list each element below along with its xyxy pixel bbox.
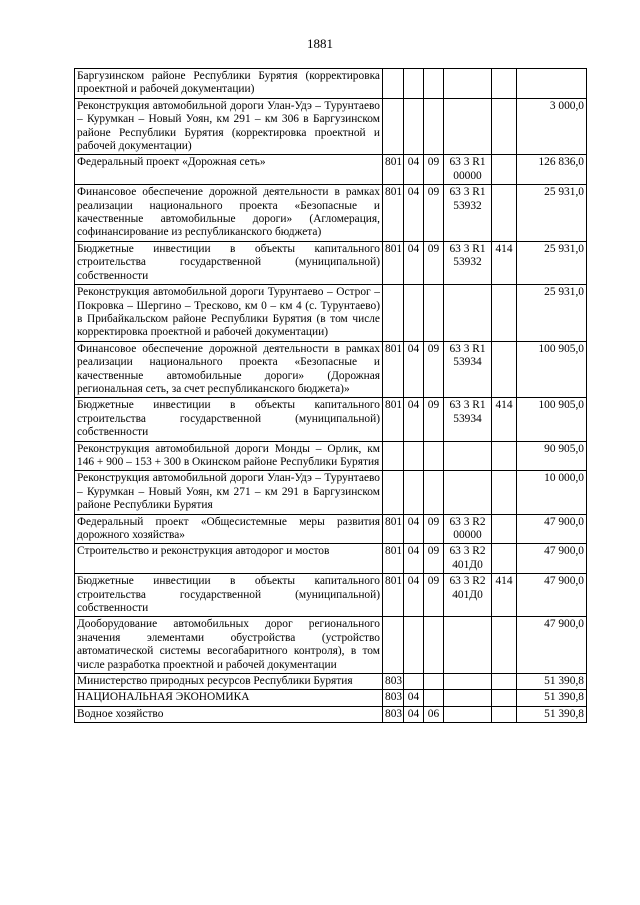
table-row bbox=[75, 185, 587, 242]
row-section bbox=[404, 471, 424, 514]
row-name: Бюджетные инвестиции в объекты капитального строительства государственной (муниципальной) собственности bbox=[75, 398, 383, 441]
row-section: 04 bbox=[404, 155, 424, 185]
table-row bbox=[75, 674, 587, 690]
row-section: 04 bbox=[404, 574, 424, 617]
row-expense-type bbox=[492, 341, 517, 398]
row-expense-type bbox=[492, 69, 517, 99]
row-expense-type: 414 bbox=[492, 241, 517, 284]
row-target-article: 63 3 R1 00000 bbox=[444, 155, 492, 185]
row-name: Финансовое обеспечение дорожной деятельности в рамках реализации национального проекта «Безопасные и качественные автомобильные дороги» (Дорожная региональная сеть, за счет республиканского бюджета)» bbox=[75, 341, 383, 398]
row-subsection: 09 bbox=[424, 185, 444, 242]
row-name: Реконструкция автомобильной дороги Турунтаево – Острог – Покровка – Шергино – Тресково, км 0 – км 4 (с. Турунтаево) в Прибайкальском районе Республики Бурятия (в том числе корректировка проектной и рабочей документации) bbox=[75, 285, 383, 342]
row-amount: 3 000,0 bbox=[517, 98, 587, 155]
row-amount: 100 905,0 bbox=[517, 341, 587, 398]
row-target-article bbox=[444, 441, 492, 471]
row-name: Бюджетные инвестиции в объекты капитального строительства государственной (муниципальной) собственности bbox=[75, 574, 383, 617]
row-section bbox=[404, 69, 424, 99]
row-expense-type bbox=[492, 690, 517, 706]
row-name: Строительство и реконструкция автодорог и мостов bbox=[75, 544, 383, 574]
row-name: Федеральный проект «Дорожная сеть» bbox=[75, 155, 383, 185]
row-code: 803 bbox=[383, 690, 404, 706]
row-name: Реконструкция автомобильной дороги Улан-Удэ – Турунтаево – Курумкан – Новый Уоян, км 271 – км 291 в Баргузинском районе Республики Бурятия bbox=[75, 471, 383, 514]
row-amount: 25 931,0 bbox=[517, 241, 587, 284]
table-row bbox=[75, 241, 587, 284]
row-subsection bbox=[424, 690, 444, 706]
row-subsection: 09 bbox=[424, 544, 444, 574]
row-amount: 25 931,0 bbox=[517, 185, 587, 242]
row-target-article bbox=[444, 285, 492, 342]
row-section: 04 bbox=[404, 514, 424, 544]
row-amount: 25 931,0 bbox=[517, 285, 587, 342]
row-name: Финансовое обеспечение дорожной деятельности в рамках реализации национального проекта «Безопасные и качественные автомобильные дороги» (Агломерация, софинансирование из республиканского бюджета) bbox=[75, 185, 383, 242]
table-row bbox=[75, 398, 587, 441]
table-row bbox=[75, 544, 587, 574]
row-subsection bbox=[424, 285, 444, 342]
row-subsection bbox=[424, 674, 444, 690]
row-subsection: 09 bbox=[424, 574, 444, 617]
row-expense-type bbox=[492, 155, 517, 185]
row-name: Баргузинском районе Республики Бурятия (корректировка проектной и рабочей документации) bbox=[75, 69, 383, 99]
row-target-article bbox=[444, 617, 492, 674]
row-target-article: 63 3 R1 53934 bbox=[444, 398, 492, 441]
table-row bbox=[75, 514, 587, 544]
row-expense-type bbox=[492, 674, 517, 690]
row-code: 801 bbox=[383, 574, 404, 617]
row-expense-type: 414 bbox=[492, 398, 517, 441]
page-number: 1881 bbox=[307, 36, 333, 51]
row-section: 04 bbox=[404, 544, 424, 574]
row-expense-type bbox=[492, 617, 517, 674]
row-subsection: 06 bbox=[424, 706, 444, 722]
row-subsection: 09 bbox=[424, 241, 444, 284]
row-subsection bbox=[424, 471, 444, 514]
row-section: 04 bbox=[404, 185, 424, 242]
row-amount: 51 390,8 bbox=[517, 690, 587, 706]
row-target-article bbox=[444, 471, 492, 514]
row-code: 801 bbox=[383, 341, 404, 398]
row-amount: 47 900,0 bbox=[517, 617, 587, 674]
row-section: 04 bbox=[404, 398, 424, 441]
row-expense-type bbox=[492, 285, 517, 342]
row-target-article: 63 3 R2 401Д0 bbox=[444, 574, 492, 617]
table-row bbox=[75, 341, 587, 398]
row-subsection: 09 bbox=[424, 155, 444, 185]
row-code: 803 bbox=[383, 674, 404, 690]
table-row bbox=[75, 285, 587, 342]
row-amount: 47 900,0 bbox=[517, 514, 587, 544]
row-section bbox=[404, 98, 424, 155]
row-code bbox=[383, 617, 404, 674]
row-name: Дооборудование автомобильных дорог регионального значения элементами обустройства (устройство автоматической системы весогабаритного контроля), в том числе разработка проектной и рабочей документации bbox=[75, 617, 383, 674]
row-section: 04 bbox=[404, 706, 424, 722]
row-expense-type bbox=[492, 706, 517, 722]
row-target-article bbox=[444, 674, 492, 690]
row-amount: 90 905,0 bbox=[517, 441, 587, 471]
row-amount: 47 900,0 bbox=[517, 574, 587, 617]
row-name: Водное хозяйство bbox=[75, 706, 383, 722]
table-row bbox=[75, 706, 587, 722]
row-name: Реконструкция автомобильной дороги Монды – Орлик, км 146 + 900 – 153 + 300 в Окинском районе Республики Бурятия bbox=[75, 441, 383, 471]
row-code: 801 bbox=[383, 155, 404, 185]
row-amount: 47 900,0 bbox=[517, 544, 587, 574]
row-code bbox=[383, 98, 404, 155]
row-amount: 10 000,0 bbox=[517, 471, 587, 514]
row-amount: 51 390,8 bbox=[517, 674, 587, 690]
row-target-article bbox=[444, 69, 492, 99]
row-subsection bbox=[424, 69, 444, 99]
row-section bbox=[404, 674, 424, 690]
row-subsection bbox=[424, 98, 444, 155]
row-code: 801 bbox=[383, 544, 404, 574]
row-code: 803 bbox=[383, 706, 404, 722]
row-expense-type bbox=[492, 514, 517, 544]
row-name: НАЦИОНАЛЬНАЯ ЭКОНОМИКА bbox=[75, 690, 383, 706]
row-target-article bbox=[444, 98, 492, 155]
row-target-article: 63 3 R1 53932 bbox=[444, 241, 492, 284]
row-expense-type bbox=[492, 441, 517, 471]
row-amount: 51 390,8 bbox=[517, 706, 587, 722]
table-row bbox=[75, 471, 587, 514]
row-section bbox=[404, 441, 424, 471]
row-target-article: 63 3 R1 53934 bbox=[444, 341, 492, 398]
row-expense-type bbox=[492, 471, 517, 514]
row-target-article: 63 3 R2 401Д0 bbox=[444, 544, 492, 574]
row-code bbox=[383, 441, 404, 471]
row-amount: 126 836,0 bbox=[517, 155, 587, 185]
row-name: Реконструкция автомобильной дороги Улан-Удэ – Турунтаево – Курумкан – Новый Уоян, км 291 – км 306 в Баргузинском районе Республики Бурятия (корректировка проектной и рабочей документации) bbox=[75, 98, 383, 155]
row-section: 04 bbox=[404, 241, 424, 284]
table-row bbox=[75, 617, 587, 674]
row-expense-type bbox=[492, 98, 517, 155]
row-expense-type bbox=[492, 185, 517, 242]
row-code: 801 bbox=[383, 241, 404, 284]
row-subsection bbox=[424, 617, 444, 674]
row-target-article bbox=[444, 706, 492, 722]
row-section: 04 bbox=[404, 690, 424, 706]
row-target-article: 63 3 R1 53932 bbox=[444, 185, 492, 242]
budget-table bbox=[74, 68, 587, 723]
row-target-article: 63 3 R2 00000 bbox=[444, 514, 492, 544]
row-amount: 100 905,0 bbox=[517, 398, 587, 441]
row-code bbox=[383, 69, 404, 99]
row-code: 801 bbox=[383, 185, 404, 242]
row-code: 801 bbox=[383, 514, 404, 544]
table-row bbox=[75, 574, 587, 617]
row-amount bbox=[517, 69, 587, 99]
row-section: 04 bbox=[404, 341, 424, 398]
row-name: Федеральный проект «Общесистемные меры развития дорожного хозяйства» bbox=[75, 514, 383, 544]
row-subsection: 09 bbox=[424, 341, 444, 398]
row-name: Бюджетные инвестиции в объекты капитального строительства государственной (муниципальной) собственности bbox=[75, 241, 383, 284]
row-code bbox=[383, 285, 404, 342]
table-row bbox=[75, 98, 587, 155]
row-subsection: 09 bbox=[424, 398, 444, 441]
row-expense-type: 414 bbox=[492, 574, 517, 617]
row-section bbox=[404, 617, 424, 674]
row-expense-type bbox=[492, 544, 517, 574]
table-row bbox=[75, 690, 587, 706]
row-target-article bbox=[444, 690, 492, 706]
row-subsection bbox=[424, 441, 444, 471]
row-code: 801 bbox=[383, 398, 404, 441]
table-row bbox=[75, 69, 587, 99]
row-name: Министерство природных ресурсов Республики Бурятия bbox=[75, 674, 383, 690]
row-subsection: 09 bbox=[424, 514, 444, 544]
table-row bbox=[75, 441, 587, 471]
row-section bbox=[404, 285, 424, 342]
table-row bbox=[75, 155, 587, 185]
row-code bbox=[383, 471, 404, 514]
